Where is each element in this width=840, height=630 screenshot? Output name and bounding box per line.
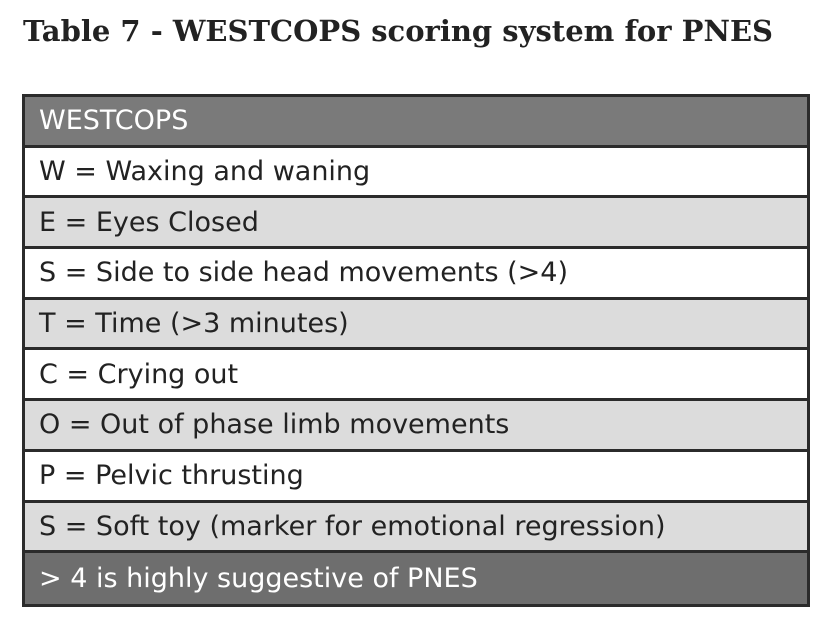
table-caption: Table 7 - WESTCOPS scoring system for PNES — [23, 14, 773, 48]
table-row: E = Eyes Closed — [25, 198, 807, 249]
table-row: W = Waxing and waning — [25, 148, 807, 199]
table-row: S = Side to side head movements (>4) — [25, 249, 807, 300]
table-row: S = Soft toy (marker for emotional regression) — [25, 503, 807, 554]
table-footer: > 4 is highly suggestive of PNES — [25, 553, 807, 604]
table-row: P = Pelvic thrusting — [25, 452, 807, 503]
westcops-table — [22, 94, 810, 607]
table-row: O = Out of phase limb movements — [25, 401, 807, 452]
table-header: WESTCOPS — [25, 97, 807, 148]
table-row: T = Time (>3 minutes) — [25, 300, 807, 351]
table-row: C = Crying out — [25, 350, 807, 401]
